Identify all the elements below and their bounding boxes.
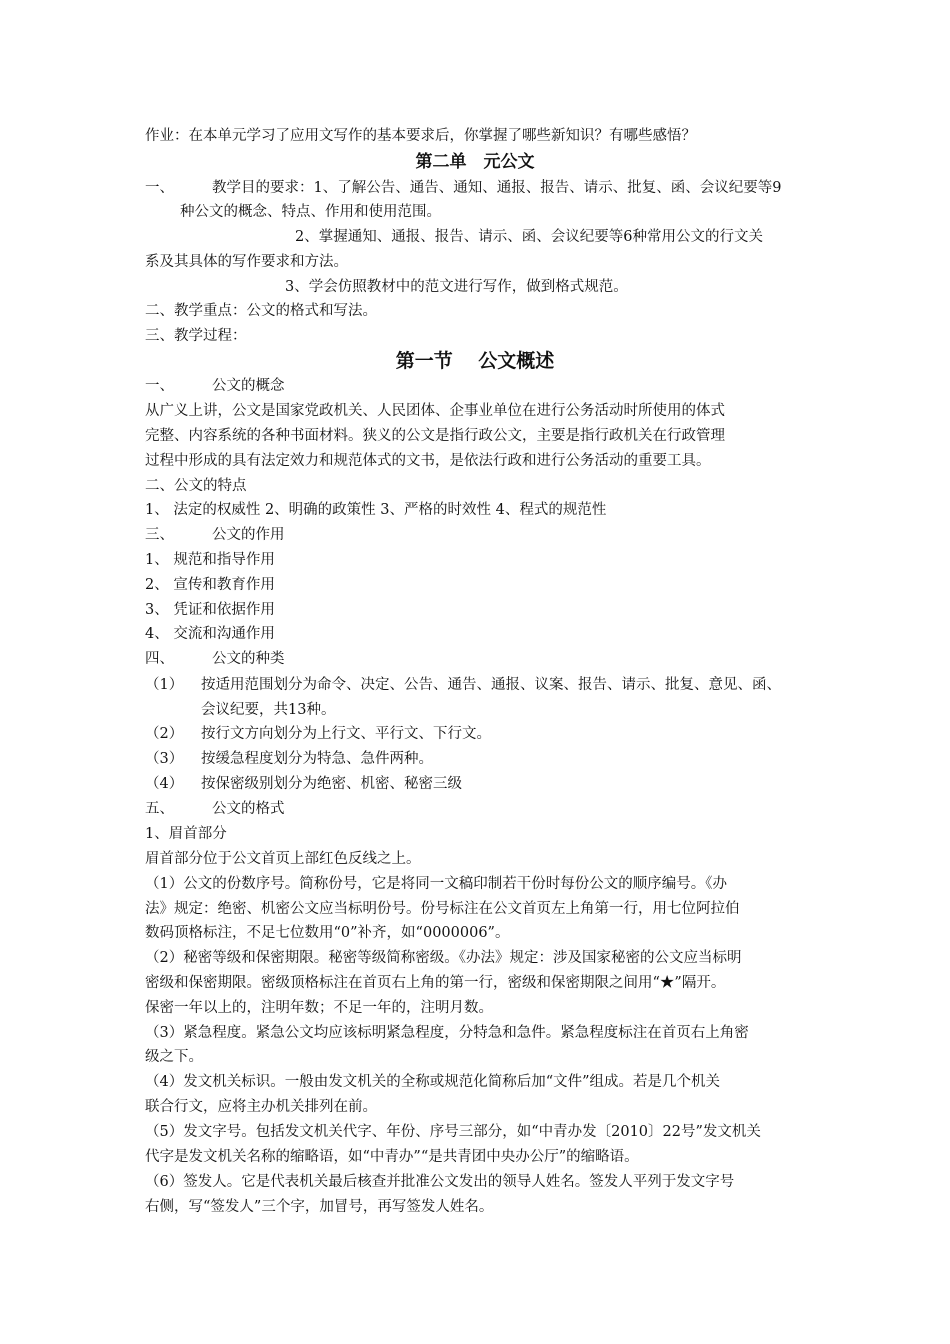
types-item-1	[145, 673, 825, 697]
features-list: 1、 法定的权威性 2、明确的政策性 3、严格的时效性 4、程式的规范性	[145, 502, 607, 518]
concept-heading-text: 公文的概念	[212, 378, 285, 394]
types-item-1-continued: 会议纪要，共13种。	[201, 702, 336, 718]
homework-line: 作业：在本单元学习了应用文写作的基本要求后，你掌握了哪些新知识？有哪些感悟？	[145, 128, 696, 144]
format-line: （4）发文机关标识。一般由发文机关的全称或规范化简称后加“文件”组成。若是几个机关	[145, 1074, 721, 1090]
functions-item: 2、 宣传和教育作用	[145, 577, 275, 593]
types-heading-text: 公文的种类	[212, 651, 285, 667]
concept-heading	[145, 374, 825, 398]
types-item-4-text: 按保密级别划分为绝密、机密、秘密三级	[201, 776, 462, 792]
objectives-line-5: 3、学会仿照教材中的范文进行写作，做到格式规范。	[285, 279, 628, 295]
format-line: （5）发文字号。包括发文机关代字、年份、序号三部分，如“中青办发〔2010〕22号”发文机关	[145, 1124, 761, 1140]
unit-title: 第二单 元公文	[415, 152, 535, 172]
format-intro: 眉首部分位于公文首页上部红色反线之上。	[145, 851, 421, 867]
format-line: （6）签发人。它是代表机关最后核查并批准公文发出的领导人姓名。签发人平列于发文字号	[145, 1174, 735, 1190]
format-line: 密级和保密期限。密级顶格标注在首页右上角的第一行，密级和保密期限之间用“★”隔开。	[145, 975, 726, 991]
functions-item: 4、 交流和沟通作用	[145, 626, 275, 642]
objectives-line-3: 2、掌握通知、通报、报告、请示、函、会议纪要等6种常用公文的行文关	[295, 229, 763, 245]
concept-number: 一、	[145, 378, 174, 394]
types-item-3-number: （3）	[145, 751, 184, 767]
concept-paragraph-line-1: 从广义上讲，公文是国家党政机关、人民团体、企事业单位在进行公务活动时所使用的体式	[145, 403, 725, 419]
format-line: 右侧，写“签发人”三个字，加冒号，再写签发人姓名。	[145, 1199, 494, 1215]
types-item-3	[145, 747, 825, 771]
format-heading-text: 公文的格式	[212, 801, 285, 817]
format-line: 代字是发文机关名称的缩略语，如“中青办”“是共青团中央办公厅”的缩略语。	[145, 1149, 639, 1165]
types-item-4	[145, 772, 825, 796]
functions-heading	[145, 523, 825, 547]
key-points: 二、教学重点：公文的格式和写法。	[145, 303, 377, 319]
types-item-1-text: 按适用范围划分为命令、决定、公告、通告、通报、议案、报告、请示、批复、意见、函、	[201, 677, 781, 693]
format-line: 保密一年以上的，注明年数；不足一年的，注明月数。	[145, 1000, 493, 1016]
objectives-line-2: 种公文的概念、特点、作用和使用范围。	[180, 204, 441, 220]
objectives-line-4: 系及其具体的写作要求和方法。	[145, 254, 348, 270]
format-line: 级之下。	[145, 1049, 203, 1065]
objectives-line-1	[145, 176, 825, 200]
teaching-process: 三、教学过程：	[145, 328, 247, 344]
types-heading	[145, 647, 825, 671]
features-heading: 二、公文的特点	[145, 478, 247, 494]
functions-item: 3、 凭证和依据作用	[145, 602, 275, 618]
format-line: 联合行文，应将主办机关排列在前。	[145, 1099, 377, 1115]
format-heading	[145, 797, 825, 821]
section-title: 第一节 公文概述	[395, 350, 555, 372]
functions-heading-text: 公文的作用	[212, 527, 285, 543]
functions-item: 1、 规范和指导作用	[145, 552, 275, 568]
types-item-2-number: （2）	[145, 726, 184, 742]
format-number: 五、	[145, 801, 174, 817]
types-number: 四、	[145, 651, 174, 667]
format-line: （2）秘密等级和保密期限。秘密等级简称密级。《办法》规定：涉及国家秘密的公文应当标明	[145, 950, 742, 966]
concept-paragraph-line-3: 过程中形成的具有法定效力和规范体式的文书，是依法行政和进行公务活动的重要工具。	[145, 453, 711, 469]
concept-paragraph-line-2: 完整、内容系统的各种书面材料。狭义的公文是指行政公文，主要是指行政机关在行政管理	[145, 428, 725, 444]
types-item-1-number: （1）	[145, 677, 184, 693]
format-line: （1）公文的份数序号。简称份号，它是将同一文稿印制若干份时每份公文的顺序编号。《办	[145, 876, 727, 892]
format-line: （3）紧急程度。紧急公文均应该标明紧急程度，分特急和急件。紧急程度标注在首页右上角密	[145, 1025, 749, 1041]
objectives-number: 一、	[145, 180, 174, 196]
types-item-2	[145, 722, 825, 746]
functions-number: 三、	[145, 527, 174, 543]
objectives-text-1: 教学目的要求：1、了解公告、通告、通知、通报、报告、请示、批复、函、会议纪要等9	[212, 180, 782, 196]
format-line: 数码顶格标注，不足七位数用“0”补齐，如“0000006”。	[145, 925, 510, 941]
types-item-4-number: （4）	[145, 776, 184, 792]
types-item-2-text: 按行文方向划分为上行文、平行文、下行文。	[201, 726, 491, 742]
format-subheading: 1、眉首部分	[145, 826, 227, 842]
format-line: 法》规定：绝密、机密公文应当标明份号。份号标注在公文首页左上角第一行，用七位阿拉伯	[145, 901, 740, 917]
types-item-3-text: 按缓急程度划分为特急、急件两种。	[201, 751, 433, 767]
